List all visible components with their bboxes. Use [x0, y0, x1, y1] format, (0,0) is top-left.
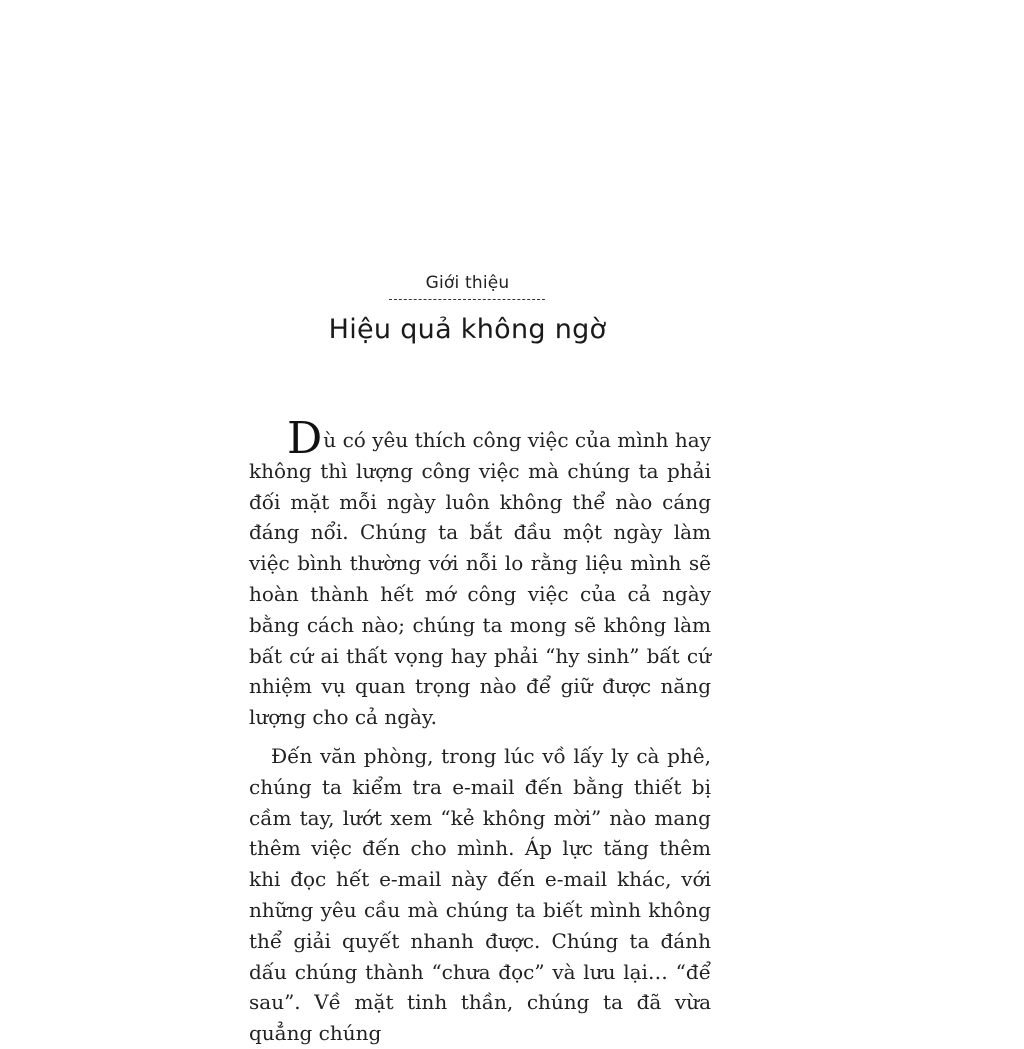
chapter-title: Hiệu quả không ngờ	[328, 314, 607, 345]
dashed-divider	[389, 299, 545, 300]
chapter-kicker: Giới thiệu	[425, 273, 510, 293]
body-text	[249, 413, 711, 1049]
paragraph-1-text: ù có yêu thích công việc của mình hay không thì lượng công việc mà chúng ta phải đối mặt mỗi ngày luôn không thể nào cáng đáng nổi. Chúng ta bắt đầu một ngày làm việc bình thường với nỗi lo rằng liệu mình sẽ hoàn thành hết mớ công việc của cả ngày bằng cách nào; chúng ta mong sẽ không làm bất cứ ai thất vọng hay phải “hy sinh” bất cứ nhiệm vụ quan trọng nào để giữ được năng lượng cho cả ngày.	[249, 428, 711, 730]
drop-cap: D	[287, 413, 323, 464]
paragraph-2: Đến văn phòng, trong lúc vồ lấy ly cà phê, chúng ta kiểm tra e-mail đến bằng thiết bị cầm tay, lướt xem “kẻ không mời” nào mang thêm việc đến cho mình. Áp lực tăng thêm khi đọc hết e-mail này đến e-mail khác, với những yêu cầu mà chúng ta biết mình không thể giải quyết nhanh được. Chúng ta đánh dấu chúng thành “chưa đọc” và lưu lại… “để sau”. Về mặt tinh thần, chúng ta đã vừa quẳng chúng	[249, 743, 711, 1046]
paragraph-1	[249, 413, 711, 733]
